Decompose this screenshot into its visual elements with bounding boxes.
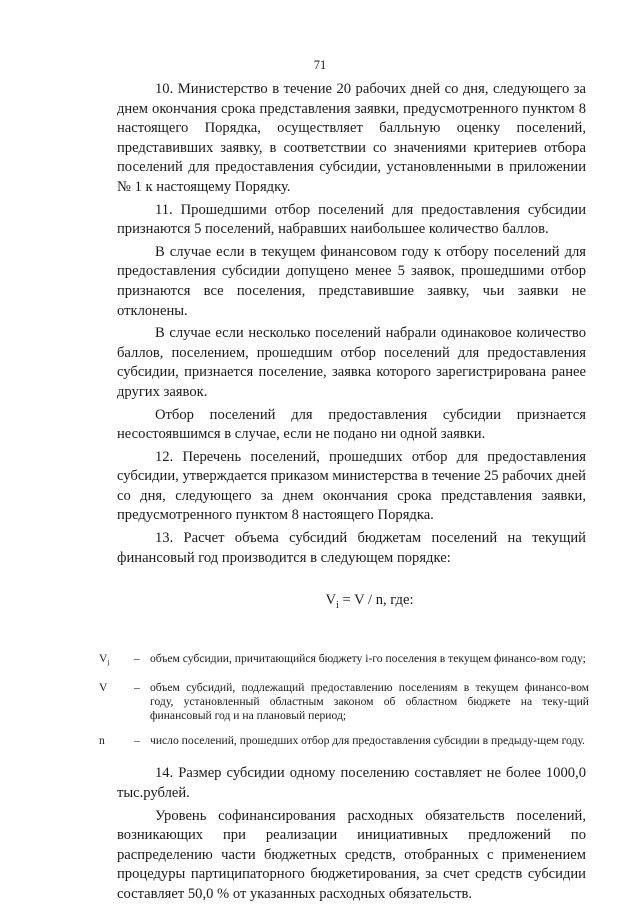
paragraph-less-than-5: В случае если в текущем финансовом году к отбору поселений для предоставления субсидии допущено менее 5 заявок, прошедшими отбор признаются все поселения, представившие заявку, чьи заявки не отклонены.	[117, 243, 586, 319]
paragraph-equal-scores: В случае если несколько поселений набрали одинаковое количество баллов, поселением, прошедшим отбор поселений для предоставления субсидии, признается поселение, заявка которого зарегистрирована ранее других заявок.	[117, 325, 586, 400]
definition-item	[99, 681, 589, 723]
paragraph-12: 12. Перечень поселений, прошедших отбор для предоставления субсидии, утверждается приказом министерства в течение 25 рабочих дней со дня, следующего за днем окончания срока представления заявки, предусмотренного пунктом 8 настоящего Порядка.	[117, 448, 586, 524]
subsidy-formula	[117, 591, 586, 616]
definition-dash: –	[134, 651, 140, 665]
definition-dash: –	[134, 734, 140, 748]
document-body	[99, 80, 589, 905]
paragraph-13: 13. Расчет объема субсидий бюджетам поселений на текущий финансовый год производится в следующем порядке:	[117, 530, 586, 566]
definition-text: объем субсидии, причитающийся бюджету i-го поселения в текущем финансо-вом году;	[150, 651, 586, 665]
definition-symbol: n	[99, 734, 105, 748]
closing-section	[117, 764, 586, 904]
definition-text: число поселений, прошедших отбор для предоставления субсидии в предыду-щем году.	[150, 734, 585, 748]
definition-item	[99, 734, 589, 752]
definition-symbol: $V_i$	[99, 651, 110, 668]
formula-rhs: = V / n, где:	[338, 592, 414, 609]
formula-lhs-sub: i	[336, 600, 339, 612]
definition-text: объем субсидий, подлежащий предоставлению поселениям в текущем финансо-вом году, установленный областным законом об областном бюджете на теку-щий финансовый год и на плановый период;	[150, 681, 589, 723]
paragraph-10: 10. Министерство в течение 20 рабочих дней со дня, следующего за днем окончания срока представления заявки, предусмотренного пунктом 8 настоящего Порядка, осуществляет балльную оценку поселений, представивших заявку, в соответствии со значениями критериев отбора поселений для предоставления субсидии, установленными в приложении № 1 к настоящему Порядку.	[117, 81, 586, 195]
formula-lhs: V	[325, 592, 337, 609]
paragraph-failed-selection: Отбор поселений для предоставления субсидии признается несостоявшимся в случае, если не подано ни одной заявки.	[117, 406, 586, 443]
definition-dash: –	[134, 681, 140, 695]
paragraph-11: 11. Прошедшими отбор поселений для предоставления субсидии признаются 5 поселений, набравших наибольшее количество баллов.	[117, 201, 586, 238]
definition-symbol: V	[99, 681, 108, 695]
formula-definitions	[99, 652, 589, 753]
definition-item	[99, 652, 589, 670]
paragraph-cofinancing: Уровень софинансирования расходных обязательств поселений, возникающих при реализации инициативных предложений по распределению части бюджетных средств, отобранных с применением процедуры партиципаторного бюджетирования, за счет средств субсидии составляет 50,0 % от указанных расходных обязательств.	[117, 807, 586, 902]
paragraph-14: 14. Размер субсидии одному поселению составляет не более 1000,0 тыс.рублей.	[117, 765, 586, 801]
page-number: 71	[313, 58, 327, 72]
